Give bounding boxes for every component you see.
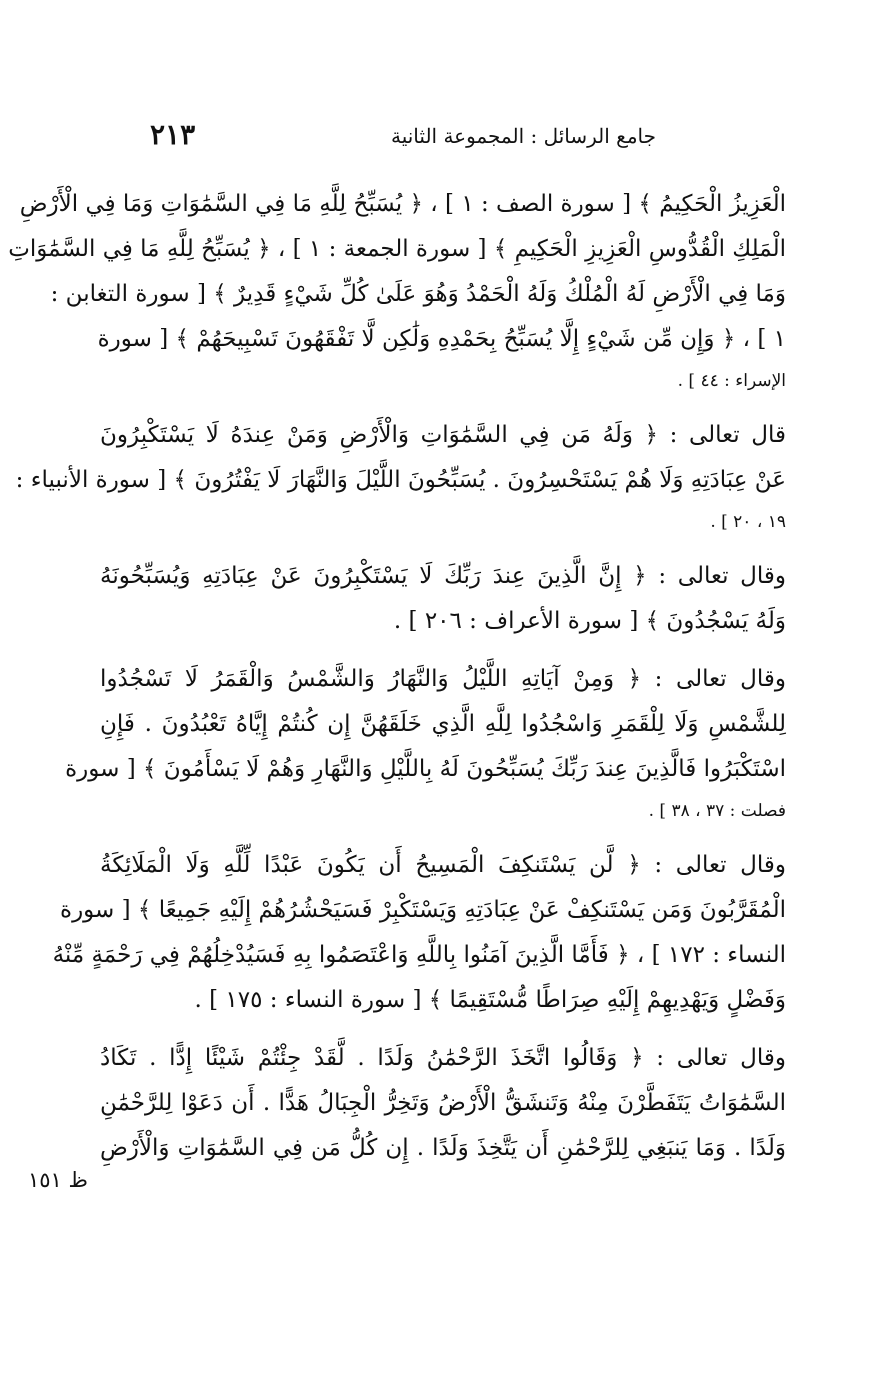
text-line: وقال تعالى : ﴿ إِنَّ الَّذِينَ عِندَ رَبِّكَ لَا يَسْتَكْبِرُونَ عَنْ عِبَادَتِهِ وَيُسَبِّحُونَهُ xyxy=(100,563,786,589)
text-line: وَلَدًا . وَمَا يَنبَغِي لِلرَّحْمَٰنِ أَن يَتَّخِذَ وَلَدًا . إِن كُلُّ مَن فِي السَّمَٰوَاتِ وَالْأَرْضِ xyxy=(100,1135,786,1161)
text-line: الْعَزِيزُ الْحَكِيمُ ﴾ [ سورة الصف : ١ ] ، ﴿ يُسَبِّحُ لِلَّهِ مَا فِي السَّمَٰوَاتِ وَمَا فِي الْأَرْضِ xyxy=(19,191,786,217)
text-line: ١ ] ، ﴿ وَإِن مِّن شَيْءٍ إِلَّا يُسَبِّحُ بِحَمْدِهِ وَلَٰكِن لَّا تَفْقَهُونَ تَسْبِيحَهُمْ ﴾ [ سورة xyxy=(97,326,786,352)
page-number: ٢١٣ xyxy=(150,118,196,151)
text-line: وَلَهُ يَسْجُدُونَ ﴾ [ سورة الأعراف : ٢٠٦ ] . xyxy=(393,608,786,634)
text-line: وقال تعالى : ﴿ وَمِنْ آيَاتِهِ اللَّيْلُ وَالنَّهَارُ وَالشَّمْسُ وَالْقَمَرُ لَا تَسْجُدُوا xyxy=(100,666,786,692)
text-line: ١٩ ، ٢٠ ] . xyxy=(710,512,786,532)
paragraph xyxy=(15,413,786,541)
margin-folio-note: ظ ١٥١ xyxy=(28,1168,88,1192)
text-line: عَنْ عِبَادَتِهِ وَلَا هُمْ يَسْتَحْسِرُونَ . يُسَبِّحُونَ اللَّيْلَ وَالنَّهَارَ لَا يَفْتُرُونَ ﴾ [ سورة الأنبياء : xyxy=(15,467,786,493)
page-header xyxy=(120,118,786,158)
text-line: السَّمَٰوَاتُ يَتَفَطَّرْنَ مِنْهُ وَتَنشَقُّ الْأَرْضُ وَتَخِرُّ الْجِبَالُ هَدًّا . أَن دَعَوْا لِلرَّحْمَٰنِ xyxy=(100,1090,786,1116)
text-line: الْمُقَرَّبُونَ وَمَن يَسْتَنكِفْ عَنْ عِبَادَتِهِ وَيَسْتَكْبِرْ فَسَيَحْشُرُهُمْ إِلَيْهِ جَمِيعًا ﴾ [ سورة xyxy=(60,897,786,923)
text-line: وَمَا فِي الْأَرْضِ لَهُ الْمُلْكُ وَلَهُ الْحَمْدُ وَهُوَ عَلَىٰ كُلِّ شَيْءٍ قَدِيرٌ ﴾ [ سورة التغابن : xyxy=(50,281,786,307)
paragraph xyxy=(8,182,786,400)
text-line: النساء : ١٧٢ ] ، ﴿ فَأَمَّا الَّذِينَ آمَنُوا بِاللَّهِ وَاعْتَصَمُوا بِهِ فَسَيُدْخِلُهُمْ فِي رَحْمَةٍ مِّنْهُ xyxy=(52,942,786,968)
text-line: وقال تعالى : ﴿ لَّن يَسْتَنكِفَ الْمَسِيحُ أَن يَكُونَ عَبْدًا لِّلَّهِ وَلَا الْمَلَائِكَةُ xyxy=(100,852,786,878)
paragraph xyxy=(65,657,786,830)
text-line: الْمَلِكِ الْقُدُّوسِ الْعَزِيزِ الْحَكِيمِ ﴾ [ سورة الجمعة : ١ ] ، ﴿ يُسَبِّحُ لِلَّهِ مَا فِي السَّمَٰوَاتِ xyxy=(8,236,786,262)
paragraph xyxy=(100,1036,786,1171)
text-line: اسْتَكْبَرُوا فَالَّذِينَ عِندَ رَبِّكَ يُسَبِّحُونَ لَهُ بِاللَّيْلِ وَالنَّهَارِ وَهُمْ لَا يَسْأَمُونَ ﴾ [ سورة xyxy=(65,756,786,782)
paragraph xyxy=(100,554,786,644)
text-line: فصلت : ٣٧ ، ٣٨ ] . xyxy=(648,801,786,821)
text-line: قال تعالى : ﴿ وَلَهُ مَن فِي السَّمَٰوَاتِ وَالْأَرْضِ وَمَنْ عِندَهُ لَا يَسْتَكْبِرُونَ xyxy=(100,422,786,448)
running-title: جامع الرسائل : المجموعة الثانية xyxy=(390,124,656,148)
text-line: وَفَضْلٍ وَيَهْدِيهِمْ إِلَيْهِ صِرَاطًا مُّسْتَقِيمًا ﴾ [ سورة النساء : ١٧٥ ] . xyxy=(194,987,786,1013)
text-line: لِلشَّمْسِ وَلَا لِلْقَمَرِ وَاسْجُدُوا لِلَّهِ الَّذِي خَلَقَهُنَّ إِن كُنتُمْ إِيَّاهُ تَعْبُدُونَ . فَإِنِ xyxy=(100,711,786,737)
text-line: وقال تعالى : ﴿ وَقَالُوا اتَّخَذَ الرَّحْمَٰنُ وَلَدًا . لَّقَدْ جِئْتُمْ شَيْئًا إِدًّا . تَكَادُ xyxy=(100,1045,786,1071)
text-line: الإسراء : ٤٤ ] . xyxy=(677,371,786,391)
paragraph xyxy=(52,843,786,1023)
